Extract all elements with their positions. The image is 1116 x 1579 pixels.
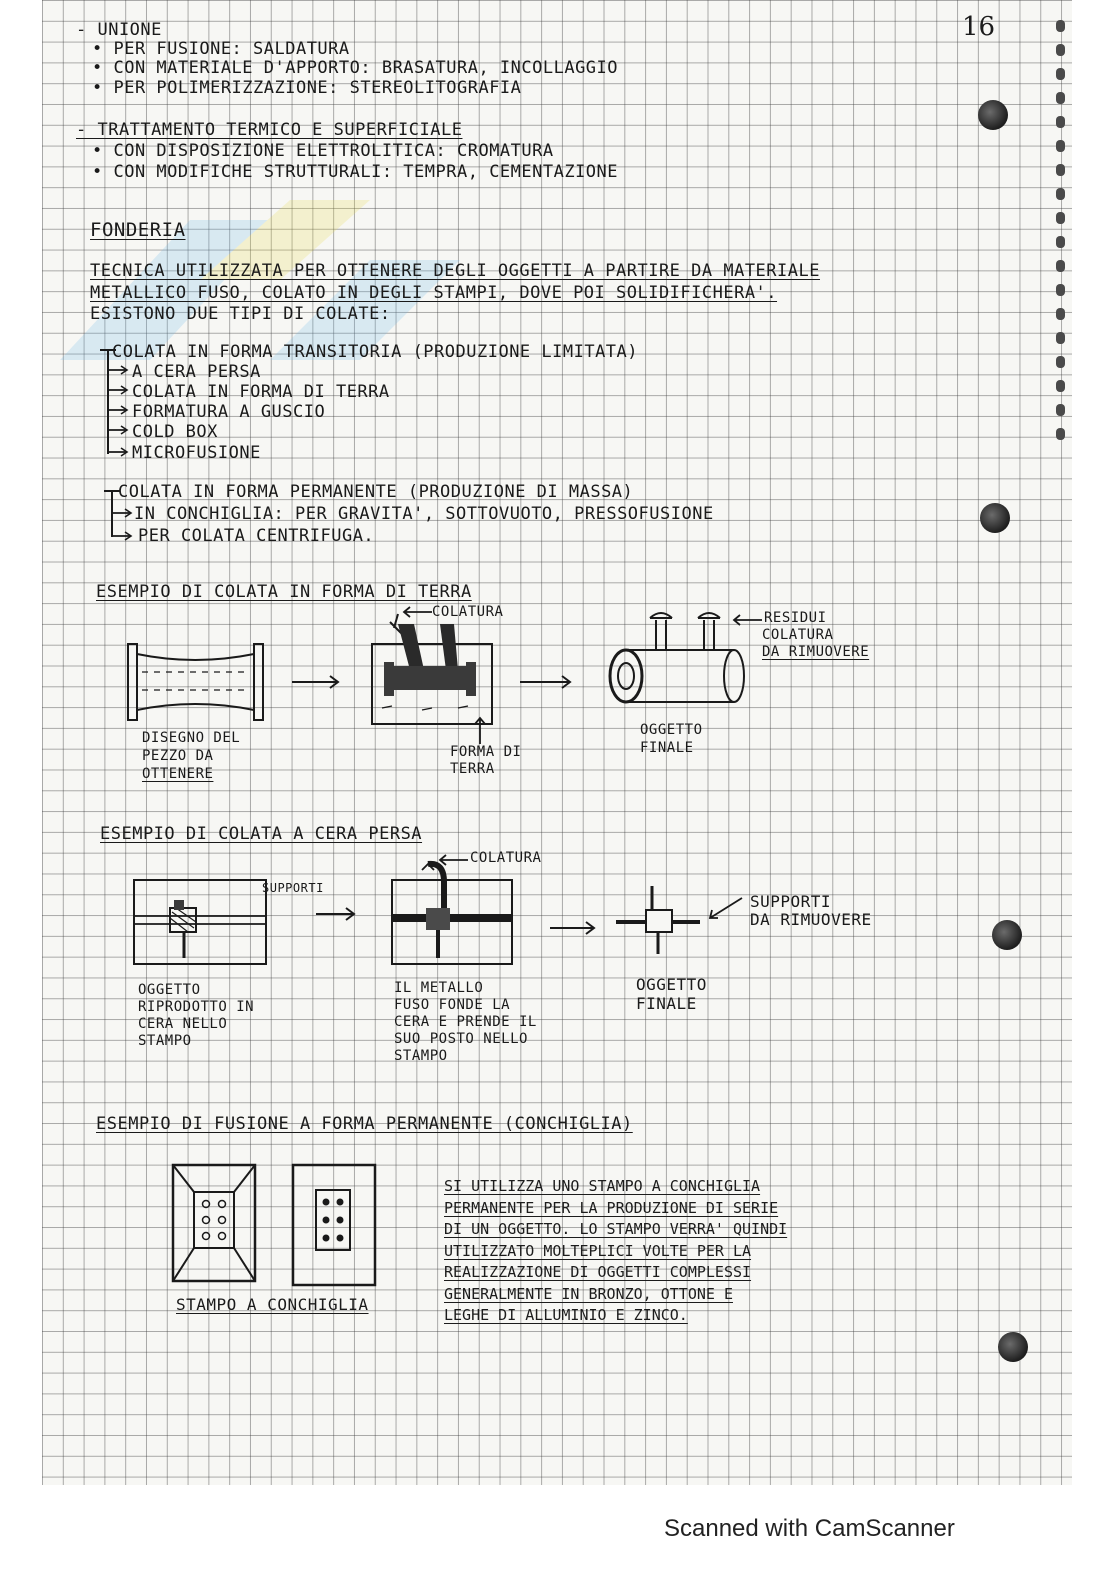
sketch-pezzo-disegno: [120, 640, 270, 726]
arrow-left: [730, 612, 764, 628]
transitoria-item: COLATA IN FORMA DI TERRA: [132, 382, 390, 402]
label-forma-terra: FORMA DI: [450, 744, 522, 760]
paragraph-line: SI UTILIZZA UNO STAMPO A CONCHIGLIA: [444, 1177, 761, 1195]
paragraph-line: LEGHE DI ALLUMINIO E ZINCO.: [444, 1306, 688, 1324]
label-metallo: CERA E PRENDE IL: [394, 1014, 537, 1030]
paragraph-line: PERMANENTE PER LA PRODUZIONE DI SERIE: [444, 1198, 779, 1217]
label-disegno: OTTENERE: [142, 766, 214, 782]
punch-hole: [980, 503, 1010, 533]
paragraph-line: GENERALMENTE IN BRONZO, OTTONE E: [444, 1284, 733, 1303]
arrow-left: [704, 896, 744, 922]
page-number: 16: [962, 12, 996, 42]
trattamento-item: • CON MODIFICHE STRUTTURALI: TEMPRA, CEMENTAZIONE: [92, 162, 619, 182]
label-residui: COLATURA: [762, 627, 834, 643]
permanente-title: COLATA IN FORMA PERMANENTE (PRODUZIONE DI MASSA): [118, 482, 634, 502]
label-residui: DA RIMUOVERE: [762, 644, 870, 660]
fonderia-intro-line: METALLICO FUSO, COLATO IN DEGLI STAMPI, DOVE POI SOLIDIFICHERA'.: [90, 283, 778, 303]
label-colatura: COLATURA: [432, 604, 504, 620]
arrow-left: [400, 604, 434, 620]
punch-hole: [998, 1332, 1028, 1362]
label-forma-terra: TERRA: [450, 761, 495, 777]
sketch-stampo-cera: [132, 878, 272, 968]
unione-item: • CON MATERIALE D'APPORTO: BRASATURA, INCOLLAGGIO: [92, 58, 619, 78]
trattamento-item: • CON DISPOSIZIONE ELETTROLITICA: CROMATURA: [92, 141, 554, 161]
arrow-up: [472, 714, 488, 746]
esempio-cera-heading: ESEMPIO DI COLATA A CERA PERSA: [100, 824, 423, 844]
label-metallo: STAMPO: [394, 1048, 448, 1064]
arrow-right: [518, 672, 574, 692]
label-supporti: SUPPORTI: [262, 881, 324, 895]
label-oggetto-finale: OGGETTO: [640, 722, 703, 738]
trattamento-title: - TRATTAMENTO TERMICO E SUPERFICIALE: [76, 120, 463, 140]
transitoria-item: COLD BOX: [132, 422, 218, 442]
punch-hole: [992, 920, 1022, 950]
conchiglia-paragraph: [444, 1176, 787, 1327]
label-oggetto-cera: CERA NELLO: [138, 1016, 228, 1032]
label-metallo: SUO POSTO NELLO: [394, 1031, 528, 1047]
label-stampo-conchiglia: STAMPO A CONCHIGLIA: [176, 1295, 369, 1314]
label-disegno: DISEGNO DEL: [142, 730, 241, 746]
sketch-stampo-conchiglia-chiuso: [290, 1162, 380, 1290]
transitoria-title: COLATA IN FORMA TRANSITORIA (PRODUZIONE LIMITATA): [112, 342, 639, 362]
label-metallo: IL METALLO: [394, 980, 484, 996]
label-supporti-rimuovere: SUPPORTI: [750, 892, 832, 911]
label-oggetto-finale: FINALE: [640, 740, 694, 756]
arrow-right: [290, 672, 342, 692]
arrow-right: [548, 918, 598, 938]
label-oggetto-finale: OGGETTO: [636, 975, 707, 994]
fonderia-intro-line: ESISTONO DUE TIPI DI COLATE:: [90, 304, 391, 324]
transitoria-item: FORMATURA A GUSCIO: [132, 402, 326, 422]
esempio-terra-heading: ESEMPIO DI COLATA IN FORMA DI TERRA: [96, 582, 472, 602]
permanente-item: PER COLATA CENTRIFUGA.: [138, 526, 375, 546]
arrow-left: [436, 852, 470, 868]
permanente-item: IN CONCHIGLIA: PER GRAVITA', SOTTOVUOTO, PRESSOFUSIONE: [134, 504, 714, 524]
transitoria-item: A CERA PERSA: [132, 362, 261, 382]
label-oggetto-cera: OGGETTO: [138, 982, 201, 998]
paragraph-line: DI UN OGGETTO. LO STAMPO VERRA' QUINDI: [444, 1220, 788, 1238]
unione-title: - UNIONE: [76, 20, 162, 40]
label-oggetto-finale: FINALE: [636, 994, 697, 1013]
unione-item: • PER FUSIONE: SALDATURA: [92, 39, 350, 59]
spiral-holes: [1052, 0, 1070, 1485]
label-oggetto-cera: RIPRODOTTO IN: [138, 999, 255, 1015]
label-metallo: FUSO FONDE LA: [394, 997, 511, 1013]
paragraph-line: REALIZZAZIONE DI OGGETTI COMPLESSI: [444, 1263, 752, 1281]
unione-item: • PER POLIMERIZZAZIONE: STEREOLITOGRAFIA: [92, 78, 522, 98]
label-colatura: COLATURA: [470, 850, 542, 866]
arrow-right: [314, 904, 358, 924]
label-disegno: PEZZO DA: [142, 748, 214, 764]
esempio-conchiglia-heading: ESEMPIO DI FUSIONE A FORMA PERMANENTE (CONCHIGLIA): [96, 1114, 633, 1134]
label-oggetto-cera: STAMPO: [138, 1033, 192, 1049]
fonderia-intro-line: TECNICA UTILIZZATA PER OTTENERE DEGLI OGGETTI A PARTIRE DA MATERIALE: [90, 261, 820, 281]
scanner-footer: Scanned with CamScanner: [664, 1515, 955, 1542]
label-supporti-rimuovere: DA RIMUOVERE: [750, 910, 872, 929]
paragraph-line: UTILIZZATO MOLTEPLICI VOLTE PER LA: [444, 1241, 752, 1260]
sketch-stampo-conchiglia-aperto: [170, 1162, 260, 1286]
label-residui: RESIDUI: [764, 610, 827, 626]
punch-hole: [978, 100, 1008, 130]
transitoria-item: MICROFUSIONE: [132, 443, 261, 463]
fonderia-heading: FONDERIA: [90, 219, 186, 241]
sketch-oggetto-cera-finale: [612, 876, 712, 956]
